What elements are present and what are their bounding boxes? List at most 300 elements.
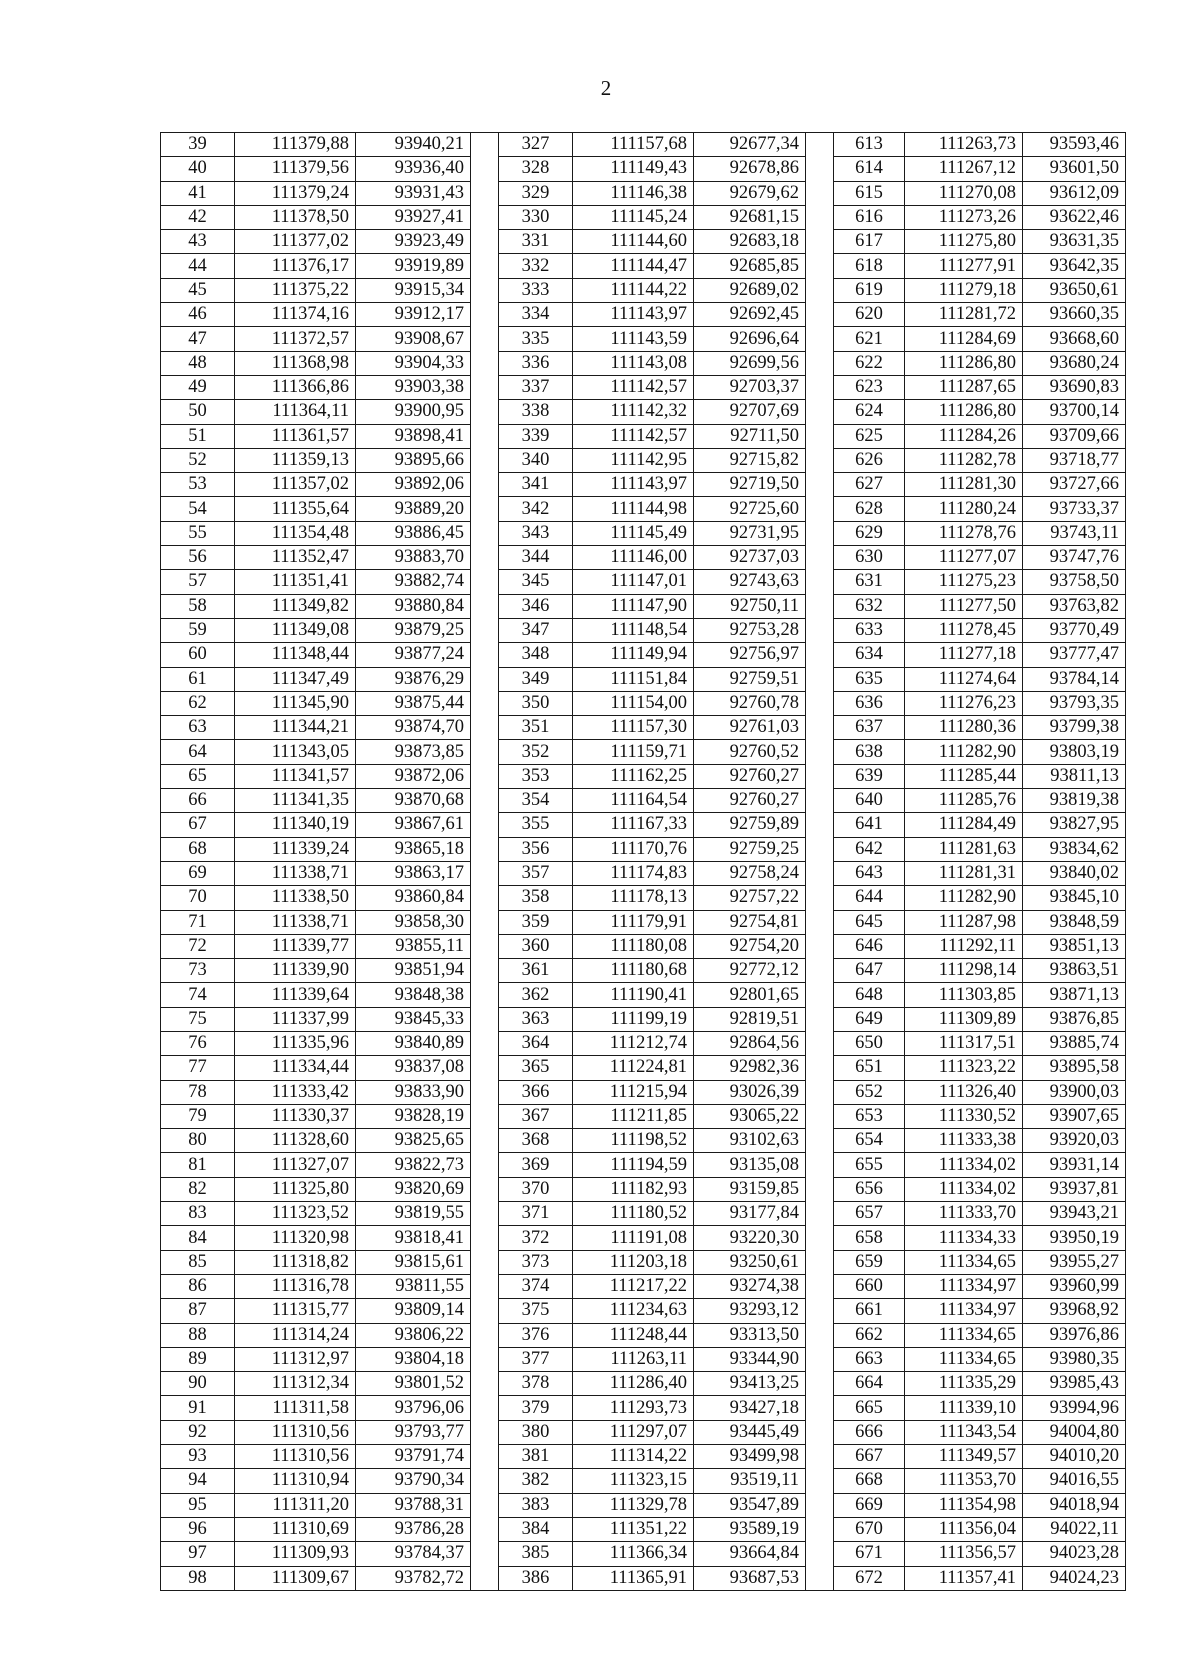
x-coordinate-cell: 111159,71 xyxy=(573,740,694,764)
table-row xyxy=(161,278,1126,302)
point-number-cell: 614 xyxy=(834,157,905,181)
x-coordinate-cell: 111224,81 xyxy=(573,1056,694,1080)
column-gap xyxy=(806,594,834,618)
x-coordinate-cell: 111180,08 xyxy=(573,934,694,958)
point-number-cell: 349 xyxy=(499,667,573,691)
x-coordinate-cell: 111349,57 xyxy=(905,1445,1023,1469)
column-gap xyxy=(806,667,834,691)
table-row xyxy=(161,473,1126,497)
x-coordinate-cell: 111349,82 xyxy=(235,594,356,618)
column-gap xyxy=(806,1542,834,1566)
x-coordinate-cell: 111180,68 xyxy=(573,959,694,983)
y-coordinate-cell: 92679,62 xyxy=(694,181,806,205)
x-coordinate-cell: 111354,48 xyxy=(235,521,356,545)
point-number-cell: 54 xyxy=(161,497,235,521)
table-row xyxy=(161,983,1126,1007)
point-number-cell: 69 xyxy=(161,861,235,885)
x-coordinate-cell: 111314,22 xyxy=(573,1445,694,1469)
point-number-cell: 615 xyxy=(834,181,905,205)
column-gap xyxy=(806,1250,834,1274)
column-gap xyxy=(471,618,499,642)
column-gap xyxy=(471,1274,499,1298)
point-number-cell: 363 xyxy=(499,1007,573,1031)
x-coordinate-cell: 111170,76 xyxy=(573,837,694,861)
point-number-cell: 663 xyxy=(834,1347,905,1371)
point-number-cell: 640 xyxy=(834,789,905,813)
point-number-cell: 361 xyxy=(499,959,573,983)
point-number-cell: 61 xyxy=(161,667,235,691)
table-row xyxy=(161,691,1126,715)
point-number-cell: 632 xyxy=(834,594,905,618)
y-coordinate-cell: 93848,38 xyxy=(356,983,471,1007)
y-coordinate-cell: 93840,89 xyxy=(356,1031,471,1055)
point-number-cell: 41 xyxy=(161,181,235,205)
x-coordinate-cell: 111317,51 xyxy=(905,1031,1023,1055)
x-coordinate-cell: 111303,85 xyxy=(905,983,1023,1007)
y-coordinate-cell: 93931,14 xyxy=(1023,1153,1126,1177)
point-number-cell: 338 xyxy=(499,400,573,424)
y-coordinate-cell: 93885,74 xyxy=(1023,1031,1126,1055)
column-gap xyxy=(471,157,499,181)
point-number-cell: 376 xyxy=(499,1323,573,1347)
table-row xyxy=(161,789,1126,813)
x-coordinate-cell: 111143,97 xyxy=(573,473,694,497)
point-number-cell: 330 xyxy=(499,205,573,229)
y-coordinate-cell: 93777,47 xyxy=(1023,643,1126,667)
point-number-cell: 656 xyxy=(834,1177,905,1201)
column-gap xyxy=(806,1177,834,1201)
point-number-cell: 343 xyxy=(499,521,573,545)
column-gap xyxy=(806,618,834,642)
x-coordinate-cell: 111146,38 xyxy=(573,181,694,205)
x-coordinate-cell: 111379,56 xyxy=(235,157,356,181)
column-gap xyxy=(471,740,499,764)
column-gap xyxy=(806,1202,834,1226)
y-coordinate-cell: 93827,95 xyxy=(1023,813,1126,837)
column-gap xyxy=(806,1347,834,1371)
point-number-cell: 382 xyxy=(499,1469,573,1493)
y-coordinate-cell: 93801,52 xyxy=(356,1372,471,1396)
table-row xyxy=(161,1031,1126,1055)
y-coordinate-cell: 93547,89 xyxy=(694,1493,806,1517)
table-row xyxy=(161,205,1126,229)
y-coordinate-cell: 93848,59 xyxy=(1023,910,1126,934)
x-coordinate-cell: 111330,52 xyxy=(905,1104,1023,1128)
point-number-cell: 352 xyxy=(499,740,573,764)
point-number-cell: 672 xyxy=(834,1566,905,1590)
table-row xyxy=(161,546,1126,570)
x-coordinate-cell: 111318,82 xyxy=(235,1250,356,1274)
point-number-cell: 81 xyxy=(161,1153,235,1177)
x-coordinate-cell: 111334,33 xyxy=(905,1226,1023,1250)
y-coordinate-cell: 92677,34 xyxy=(694,133,806,157)
column-gap xyxy=(471,934,499,958)
table-row xyxy=(161,1129,1126,1153)
point-number-cell: 359 xyxy=(499,910,573,934)
column-gap xyxy=(806,983,834,1007)
x-coordinate-cell: 111199,19 xyxy=(573,1007,694,1031)
column-gap xyxy=(471,983,499,1007)
y-coordinate-cell: 92760,52 xyxy=(694,740,806,764)
y-coordinate-cell: 93806,22 xyxy=(356,1323,471,1347)
column-gap xyxy=(471,473,499,497)
column-gap xyxy=(471,1153,499,1177)
x-coordinate-cell: 111287,98 xyxy=(905,910,1023,934)
x-coordinate-cell: 111368,98 xyxy=(235,351,356,375)
column-gap xyxy=(471,400,499,424)
x-coordinate-cell: 111312,97 xyxy=(235,1347,356,1371)
point-number-cell: 336 xyxy=(499,351,573,375)
column-gap xyxy=(806,303,834,327)
column-gap xyxy=(806,1274,834,1298)
point-number-cell: 71 xyxy=(161,910,235,934)
y-coordinate-cell: 93220,30 xyxy=(694,1226,806,1250)
y-coordinate-cell: 93834,62 xyxy=(1023,837,1126,861)
point-number-cell: 328 xyxy=(499,157,573,181)
y-coordinate-cell: 93876,29 xyxy=(356,667,471,691)
point-number-cell: 668 xyxy=(834,1469,905,1493)
y-coordinate-cell: 93026,39 xyxy=(694,1080,806,1104)
y-coordinate-cell: 92754,20 xyxy=(694,934,806,958)
column-gap xyxy=(471,1420,499,1444)
y-coordinate-cell: 93593,46 xyxy=(1023,133,1126,157)
x-coordinate-cell: 111174,83 xyxy=(573,861,694,885)
column-gap xyxy=(471,789,499,813)
y-coordinate-cell: 92757,22 xyxy=(694,886,806,910)
x-coordinate-cell: 111180,52 xyxy=(573,1202,694,1226)
y-coordinate-cell: 93845,33 xyxy=(356,1007,471,1031)
y-coordinate-cell: 93875,44 xyxy=(356,691,471,715)
table-row xyxy=(161,1177,1126,1201)
point-number-cell: 329 xyxy=(499,181,573,205)
y-coordinate-cell: 93871,13 xyxy=(1023,983,1126,1007)
point-number-cell: 66 xyxy=(161,789,235,813)
table-row xyxy=(161,1566,1126,1590)
column-gap xyxy=(806,375,834,399)
point-number-cell: 381 xyxy=(499,1445,573,1469)
x-coordinate-cell: 111145,24 xyxy=(573,205,694,229)
y-coordinate-cell: 93811,55 xyxy=(356,1274,471,1298)
point-number-cell: 93 xyxy=(161,1445,235,1469)
x-coordinate-cell: 111378,50 xyxy=(235,205,356,229)
y-coordinate-cell: 93845,10 xyxy=(1023,886,1126,910)
y-coordinate-cell: 93747,76 xyxy=(1023,546,1126,570)
y-coordinate-cell: 93851,13 xyxy=(1023,934,1126,958)
column-gap xyxy=(471,1469,499,1493)
column-gap xyxy=(806,181,834,205)
x-coordinate-cell: 111287,65 xyxy=(905,375,1023,399)
column-gap xyxy=(806,133,834,157)
y-coordinate-cell: 94016,55 xyxy=(1023,1469,1126,1493)
y-coordinate-cell: 93612,09 xyxy=(1023,181,1126,205)
point-number-cell: 643 xyxy=(834,861,905,885)
table-row xyxy=(161,1104,1126,1128)
table-row xyxy=(161,764,1126,788)
column-gap xyxy=(471,1250,499,1274)
y-coordinate-cell: 94018,94 xyxy=(1023,1493,1126,1517)
y-coordinate-cell: 93833,90 xyxy=(356,1080,471,1104)
point-number-cell: 633 xyxy=(834,618,905,642)
point-number-cell: 358 xyxy=(499,886,573,910)
y-coordinate-cell: 92683,18 xyxy=(694,230,806,254)
y-coordinate-cell: 93799,38 xyxy=(1023,716,1126,740)
point-number-cell: 50 xyxy=(161,400,235,424)
table-row xyxy=(161,1202,1126,1226)
point-number-cell: 365 xyxy=(499,1056,573,1080)
column-gap xyxy=(806,861,834,885)
x-coordinate-cell: 111284,26 xyxy=(905,424,1023,448)
point-number-cell: 624 xyxy=(834,400,905,424)
column-gap xyxy=(471,959,499,983)
y-coordinate-cell: 92756,97 xyxy=(694,643,806,667)
y-coordinate-cell: 92982,36 xyxy=(694,1056,806,1080)
column-gap xyxy=(806,1517,834,1541)
point-number-cell: 665 xyxy=(834,1396,905,1420)
y-coordinate-cell: 93782,72 xyxy=(356,1566,471,1590)
point-number-cell: 340 xyxy=(499,448,573,472)
y-coordinate-cell: 94010,20 xyxy=(1023,1445,1126,1469)
x-coordinate-cell: 111267,12 xyxy=(905,157,1023,181)
x-coordinate-cell: 111327,07 xyxy=(235,1153,356,1177)
point-number-cell: 356 xyxy=(499,837,573,861)
y-coordinate-cell: 93743,11 xyxy=(1023,521,1126,545)
point-number-cell: 613 xyxy=(834,133,905,157)
point-number-cell: 63 xyxy=(161,716,235,740)
y-coordinate-cell: 92754,81 xyxy=(694,910,806,934)
x-coordinate-cell: 111157,68 xyxy=(573,133,694,157)
point-number-cell: 360 xyxy=(499,934,573,958)
point-number-cell: 327 xyxy=(499,133,573,157)
table-row xyxy=(161,424,1126,448)
y-coordinate-cell: 92707,69 xyxy=(694,400,806,424)
column-gap xyxy=(806,1469,834,1493)
point-number-cell: 669 xyxy=(834,1493,905,1517)
x-coordinate-cell: 111375,22 xyxy=(235,278,356,302)
point-number-cell: 646 xyxy=(834,934,905,958)
table-row xyxy=(161,133,1126,157)
x-coordinate-cell: 111374,16 xyxy=(235,303,356,327)
y-coordinate-cell: 93700,14 xyxy=(1023,400,1126,424)
x-coordinate-cell: 111292,11 xyxy=(905,934,1023,958)
point-number-cell: 654 xyxy=(834,1129,905,1153)
column-gap xyxy=(471,813,499,837)
point-number-cell: 642 xyxy=(834,837,905,861)
y-coordinate-cell: 93690,83 xyxy=(1023,375,1126,399)
x-coordinate-cell: 111282,90 xyxy=(905,886,1023,910)
y-coordinate-cell: 94022,11 xyxy=(1023,1517,1126,1541)
y-coordinate-cell: 93828,19 xyxy=(356,1104,471,1128)
table-row xyxy=(161,1323,1126,1347)
column-gap xyxy=(806,716,834,740)
x-coordinate-cell: 111376,17 xyxy=(235,254,356,278)
y-coordinate-cell: 93293,12 xyxy=(694,1299,806,1323)
point-number-cell: 372 xyxy=(499,1226,573,1250)
point-number-cell: 630 xyxy=(834,546,905,570)
y-coordinate-cell: 93793,77 xyxy=(356,1420,471,1444)
y-coordinate-cell: 92759,89 xyxy=(694,813,806,837)
column-gap xyxy=(471,1226,499,1250)
column-gap xyxy=(471,303,499,327)
column-gap xyxy=(806,327,834,351)
column-gap xyxy=(471,1031,499,1055)
point-number-cell: 350 xyxy=(499,691,573,715)
column-gap xyxy=(471,521,499,545)
x-coordinate-cell: 111149,94 xyxy=(573,643,694,667)
y-coordinate-cell: 93912,17 xyxy=(356,303,471,327)
y-coordinate-cell: 93803,19 xyxy=(1023,740,1126,764)
y-coordinate-cell: 93819,38 xyxy=(1023,789,1126,813)
column-gap xyxy=(471,1129,499,1153)
point-number-cell: 353 xyxy=(499,764,573,788)
x-coordinate-cell: 111345,90 xyxy=(235,691,356,715)
x-coordinate-cell: 111215,94 xyxy=(573,1080,694,1104)
point-number-cell: 43 xyxy=(161,230,235,254)
point-number-cell: 385 xyxy=(499,1542,573,1566)
y-coordinate-cell: 92719,50 xyxy=(694,473,806,497)
x-coordinate-cell: 111143,97 xyxy=(573,303,694,327)
column-gap xyxy=(806,1056,834,1080)
point-number-cell: 366 xyxy=(499,1080,573,1104)
column-gap xyxy=(806,1299,834,1323)
y-coordinate-cell: 93519,11 xyxy=(694,1469,806,1493)
y-coordinate-cell: 93863,17 xyxy=(356,861,471,885)
y-coordinate-cell: 92711,50 xyxy=(694,424,806,448)
x-coordinate-cell: 111203,18 xyxy=(573,1250,694,1274)
x-coordinate-cell: 111323,22 xyxy=(905,1056,1023,1080)
point-number-cell: 94 xyxy=(161,1469,235,1493)
column-gap xyxy=(806,230,834,254)
point-number-cell: 337 xyxy=(499,375,573,399)
y-coordinate-cell: 93788,31 xyxy=(356,1493,471,1517)
x-coordinate-cell: 111334,97 xyxy=(905,1299,1023,1323)
x-coordinate-cell: 111275,80 xyxy=(905,230,1023,254)
x-coordinate-cell: 111279,18 xyxy=(905,278,1023,302)
point-number-cell: 333 xyxy=(499,278,573,302)
point-number-cell: 671 xyxy=(834,1542,905,1566)
point-number-cell: 72 xyxy=(161,934,235,958)
point-number-cell: 627 xyxy=(834,473,905,497)
table-row xyxy=(161,594,1126,618)
x-coordinate-cell: 111277,18 xyxy=(905,643,1023,667)
point-number-cell: 648 xyxy=(834,983,905,1007)
y-coordinate-cell: 93858,30 xyxy=(356,910,471,934)
x-coordinate-cell: 111311,20 xyxy=(235,1493,356,1517)
y-coordinate-cell: 93851,94 xyxy=(356,959,471,983)
point-number-cell: 68 xyxy=(161,837,235,861)
y-coordinate-cell: 92681,15 xyxy=(694,205,806,229)
table-row xyxy=(161,837,1126,861)
y-coordinate-cell: 93784,14 xyxy=(1023,667,1126,691)
column-gap xyxy=(471,1323,499,1347)
x-coordinate-cell: 111286,80 xyxy=(905,400,1023,424)
point-number-cell: 40 xyxy=(161,157,235,181)
x-coordinate-cell: 111339,90 xyxy=(235,959,356,983)
y-coordinate-cell: 93784,37 xyxy=(356,1542,471,1566)
x-coordinate-cell: 111339,64 xyxy=(235,983,356,1007)
point-number-cell: 621 xyxy=(834,327,905,351)
x-coordinate-cell: 111310,94 xyxy=(235,1469,356,1493)
column-gap xyxy=(471,1177,499,1201)
x-coordinate-cell: 111144,98 xyxy=(573,497,694,521)
point-number-cell: 658 xyxy=(834,1226,905,1250)
point-number-cell: 67 xyxy=(161,813,235,837)
x-coordinate-cell: 111310,56 xyxy=(235,1445,356,1469)
column-gap xyxy=(806,740,834,764)
point-number-cell: 82 xyxy=(161,1177,235,1201)
x-coordinate-cell: 111355,64 xyxy=(235,497,356,521)
point-number-cell: 347 xyxy=(499,618,573,642)
table-row xyxy=(161,1396,1126,1420)
column-gap xyxy=(806,764,834,788)
table-row xyxy=(161,910,1126,934)
x-coordinate-cell: 111280,36 xyxy=(905,716,1023,740)
point-number-cell: 383 xyxy=(499,1493,573,1517)
point-number-cell: 378 xyxy=(499,1372,573,1396)
y-coordinate-cell: 92753,28 xyxy=(694,618,806,642)
x-coordinate-cell: 111328,60 xyxy=(235,1129,356,1153)
y-coordinate-cell: 93793,35 xyxy=(1023,691,1126,715)
x-coordinate-cell: 111323,52 xyxy=(235,1202,356,1226)
x-coordinate-cell: 111335,29 xyxy=(905,1372,1023,1396)
y-coordinate-cell: 93177,84 xyxy=(694,1202,806,1226)
y-coordinate-cell: 93589,19 xyxy=(694,1517,806,1541)
point-number-cell: 355 xyxy=(499,813,573,837)
x-coordinate-cell: 111338,71 xyxy=(235,910,356,934)
y-coordinate-cell: 92759,25 xyxy=(694,837,806,861)
y-coordinate-cell: 93870,68 xyxy=(356,789,471,813)
x-coordinate-cell: 111333,42 xyxy=(235,1080,356,1104)
point-number-cell: 346 xyxy=(499,594,573,618)
x-coordinate-cell: 111353,70 xyxy=(905,1469,1023,1493)
y-coordinate-cell: 93660,35 xyxy=(1023,303,1126,327)
x-coordinate-cell: 111147,01 xyxy=(573,570,694,594)
y-coordinate-cell: 93865,18 xyxy=(356,837,471,861)
x-coordinate-cell: 111282,78 xyxy=(905,448,1023,472)
y-coordinate-cell: 93809,14 xyxy=(356,1299,471,1323)
y-coordinate-cell: 93994,96 xyxy=(1023,1396,1126,1420)
y-coordinate-cell: 93860,84 xyxy=(356,886,471,910)
point-number-cell: 53 xyxy=(161,473,235,497)
x-coordinate-cell: 111309,93 xyxy=(235,1542,356,1566)
point-number-cell: 618 xyxy=(834,254,905,278)
point-number-cell: 84 xyxy=(161,1226,235,1250)
column-gap xyxy=(806,473,834,497)
column-gap xyxy=(471,375,499,399)
y-coordinate-cell: 93065,22 xyxy=(694,1104,806,1128)
x-coordinate-cell: 111339,24 xyxy=(235,837,356,861)
column-gap xyxy=(806,886,834,910)
point-number-cell: 616 xyxy=(834,205,905,229)
column-gap xyxy=(471,1056,499,1080)
x-coordinate-cell: 111339,10 xyxy=(905,1396,1023,1420)
y-coordinate-cell: 93818,41 xyxy=(356,1226,471,1250)
y-coordinate-cell: 93927,41 xyxy=(356,205,471,229)
x-coordinate-cell: 111277,07 xyxy=(905,546,1023,570)
column-gap xyxy=(471,643,499,667)
point-number-cell: 345 xyxy=(499,570,573,594)
point-number-cell: 657 xyxy=(834,1202,905,1226)
x-coordinate-cell: 111338,71 xyxy=(235,861,356,885)
y-coordinate-cell: 92725,60 xyxy=(694,497,806,521)
point-number-cell: 644 xyxy=(834,886,905,910)
x-coordinate-cell: 111326,40 xyxy=(905,1080,1023,1104)
point-number-cell: 342 xyxy=(499,497,573,521)
column-gap xyxy=(806,910,834,934)
column-gap xyxy=(806,1007,834,1031)
y-coordinate-cell: 93877,24 xyxy=(356,643,471,667)
column-gap xyxy=(471,254,499,278)
y-coordinate-cell: 92801,65 xyxy=(694,983,806,1007)
